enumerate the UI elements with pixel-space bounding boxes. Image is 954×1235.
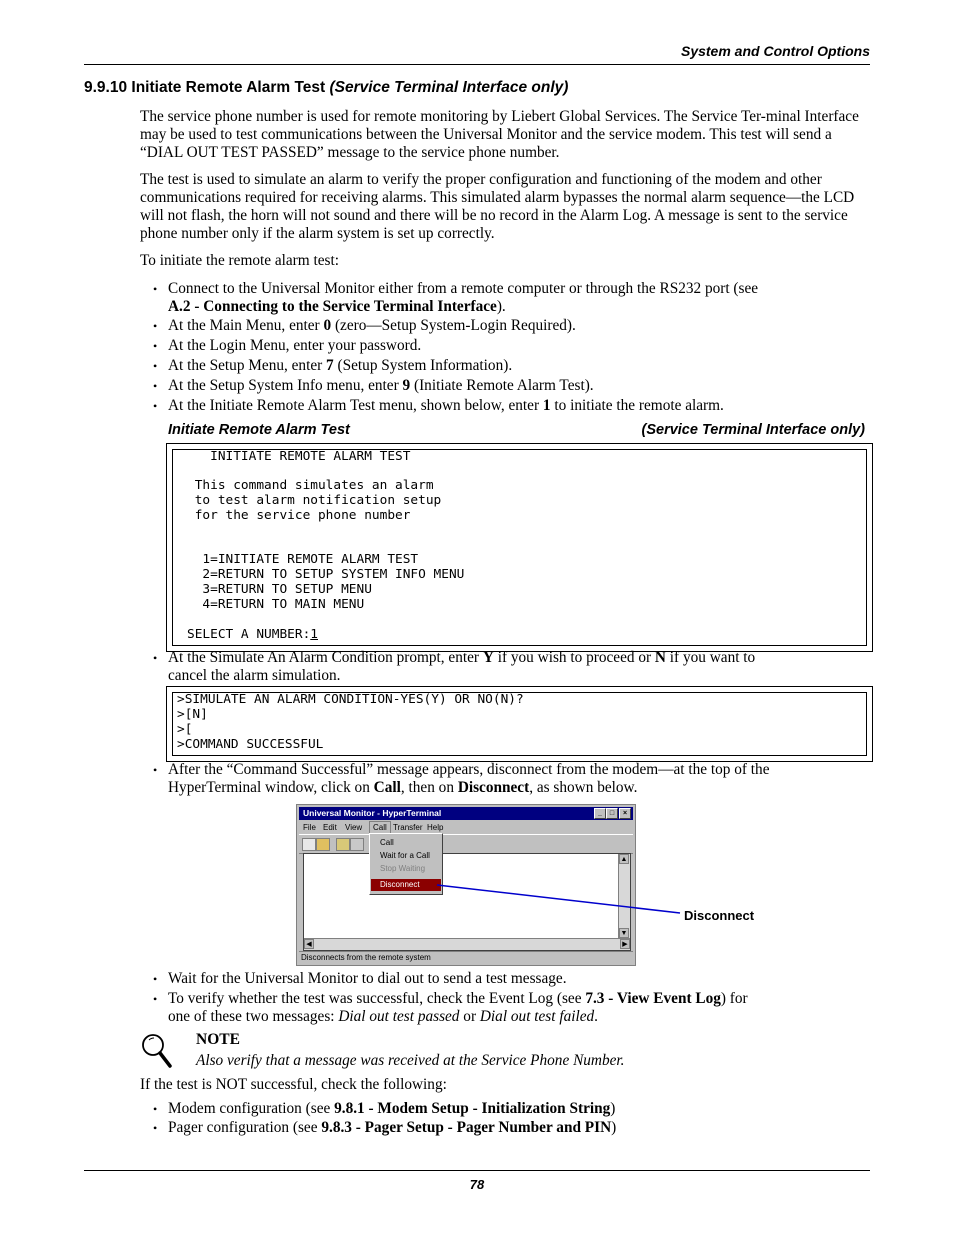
list-item: • At the Setup Menu, enter 7 (Setup System Information). [153, 357, 513, 374]
menu-view[interactable]: View [345, 823, 363, 832]
list-item: • At the Initiate Remote Alarm Test menu, shown below, enter 1 to initiate the remote alarm. [153, 397, 724, 414]
bullet: • [153, 992, 158, 1006]
list-item: • Connect to the Universal Monitor either from a remote computer or through the RS232 port (see A.2 - Connecting to the Service Terminal Interface). [153, 280, 759, 315]
callout-leader [437, 885, 680, 913]
terminal-line: >COMMAND SUCCESSFUL [177, 737, 324, 752]
menu-item-disconnect[interactable]: Disconnect [371, 879, 441, 891]
status-bar: Disconnects from the remote system [299, 951, 633, 963]
bullet: • [153, 319, 158, 333]
list-item: • At the Login Menu, enter your password. [153, 337, 422, 354]
terminal-line: This command simulates an alarm [187, 478, 434, 493]
list-item: • At the Main Menu, enter 0 (zero—Setup System-Login Required). [153, 317, 576, 334]
figure-caption-right: (Service Terminal Interface only) [641, 422, 865, 438]
link-modem-setup[interactable]: 9.8.1 - Modem Setup - Initialization String [334, 1100, 611, 1117]
bullet: • [153, 651, 158, 665]
scroll-up-icon[interactable]: ▲ [620, 856, 628, 863]
running-header: System and Control Options [680, 43, 870, 59]
paragraph-simulation: The test is used to simulate an alarm to verify the proper configuration and functioning of the modem and other communications required for receiving alarms. This simulated alarm bypasses the normal alarm sequence—the LCD will not flash, the horn will not sound and there will be no record in the Alarm Log. A message is sent to the service phone number only if the alarm system is set up correctly. [140, 171, 855, 242]
terminal-line: INITIATE REMOTE ALARM TEST [187, 449, 411, 464]
terminal-line: >SIMULATE AN ALARM CONDITION-YES(Y) OR NO(N)? [177, 692, 524, 707]
terminal-line: 2=RETURN TO SETUP SYSTEM INFO MENU [187, 567, 465, 582]
menu-file[interactable]: File [303, 823, 316, 832]
note-heading: NOTE [196, 1031, 240, 1048]
bullet: • [153, 972, 158, 986]
menu-item-wait-for-call[interactable]: Wait for a Call [380, 851, 430, 860]
menu-call[interactable]: Call [369, 821, 391, 833]
list-item: • Modem configuration (see 9.8.1 - Modem Setup - Initialization String) [153, 1100, 616, 1117]
paragraph-intro: The service phone number is used for remote monitoring by Liebert Global Services. The Service Ter-minal Interface may be used to test communications between the Universal Monitor and the service modem. This test will send a “DIAL OUT TEST PASSED” message to the service phone number. [140, 108, 859, 161]
window-title: Universal Monitor - HyperTerminal [303, 808, 442, 818]
terminal-line: for the service phone number [187, 508, 411, 523]
bullet: • [153, 282, 158, 296]
bullet: • [153, 379, 158, 393]
bullet: • [153, 1121, 158, 1135]
terminal-line: 1=INITIATE REMOTE ALARM TEST [187, 552, 419, 567]
terminal-line: >[ [177, 722, 193, 737]
minimize-icon[interactable]: _ [594, 808, 606, 819]
bullet: • [153, 359, 158, 373]
scroll-right-icon[interactable]: ▶ [620, 939, 630, 949]
magnifier-icon [139, 1032, 173, 1070]
terminal-line: >[N] [177, 707, 208, 722]
callout-label: Disconnect [684, 908, 755, 923]
list-item: • Wait for the Universal Monitor to dial out to send a test message. [153, 970, 567, 987]
scroll-down-icon[interactable]: ▼ [620, 930, 628, 937]
close-icon[interactable]: × [619, 808, 631, 819]
section-qualifier: (Service Terminal Interface only) [329, 79, 569, 96]
bullet: • [153, 763, 158, 777]
link-connecting-sti[interactable]: A.2 - Connecting to the Service Terminal Interface [168, 298, 497, 315]
failure-intro: If the test is NOT successful, check the following: [140, 1076, 447, 1093]
link-pager-setup[interactable]: 9.8.3 - Pager Setup - Pager Number and PIN [321, 1119, 612, 1136]
terminal-prompt: SELECT A NUMBER:1 [187, 627, 318, 642]
terminal-line: to test alarm notification setup [187, 493, 442, 508]
maximize-icon[interactable]: □ [606, 808, 618, 819]
menu-help[interactable]: Help [427, 823, 444, 832]
menu-edit[interactable]: Edit [323, 823, 337, 832]
terminal-line: 4=RETURN TO MAIN MENU [187, 597, 365, 612]
list-item: • After the “Command Successful” message appears, disconnect from the modem—at the top of the HyperTerminal window, click on Call, then on Disconnect, as shown below. [153, 761, 770, 796]
menu-item-stop-waiting: Stop Waiting [380, 864, 426, 873]
bullet: • [153, 399, 158, 413]
note-text: Also verify that a message was received at the Service Phone Number. [196, 1052, 625, 1069]
page-number: 78 [469, 1177, 485, 1192]
section-number-title: 9.9.10 Initiate Remote Alarm Test [84, 79, 326, 96]
list-item: • To verify whether the test was successful, check the Event Log (see 7.3 - View Event Log) for one of these two messages: Dial out test passed or Dial out test failed. [153, 990, 748, 1025]
menu-item-call[interactable]: Call [380, 838, 394, 847]
bullet: • [153, 1102, 158, 1116]
list-item: • At the Simulate An Alarm Condition prompt, enter Y if you wish to proceed or N if you want to cancel the alarm simulation. [153, 649, 756, 684]
menu-transfer[interactable]: Transfer [393, 823, 423, 832]
list-item: • At the Setup System Info menu, enter 9 (Initiate Remote Alarm Test). [153, 377, 594, 394]
bullet: • [153, 339, 158, 353]
terminal-input[interactable]: 1 [310, 627, 318, 642]
link-view-event-log[interactable]: 7.3 - View Event Log [585, 990, 721, 1007]
terminal-line: 3=RETURN TO SETUP MENU [187, 582, 372, 597]
footer-rule [84, 1170, 870, 1171]
scroll-left-icon[interactable]: ◀ [304, 939, 314, 949]
figure-caption-left: Initiate Remote Alarm Test [168, 422, 350, 438]
paragraph-steps-intro: To initiate the remote alarm test: [140, 252, 339, 269]
list-item: • Pager configuration (see 9.8.3 - Pager Setup - Pager Number and PIN) [153, 1119, 617, 1136]
